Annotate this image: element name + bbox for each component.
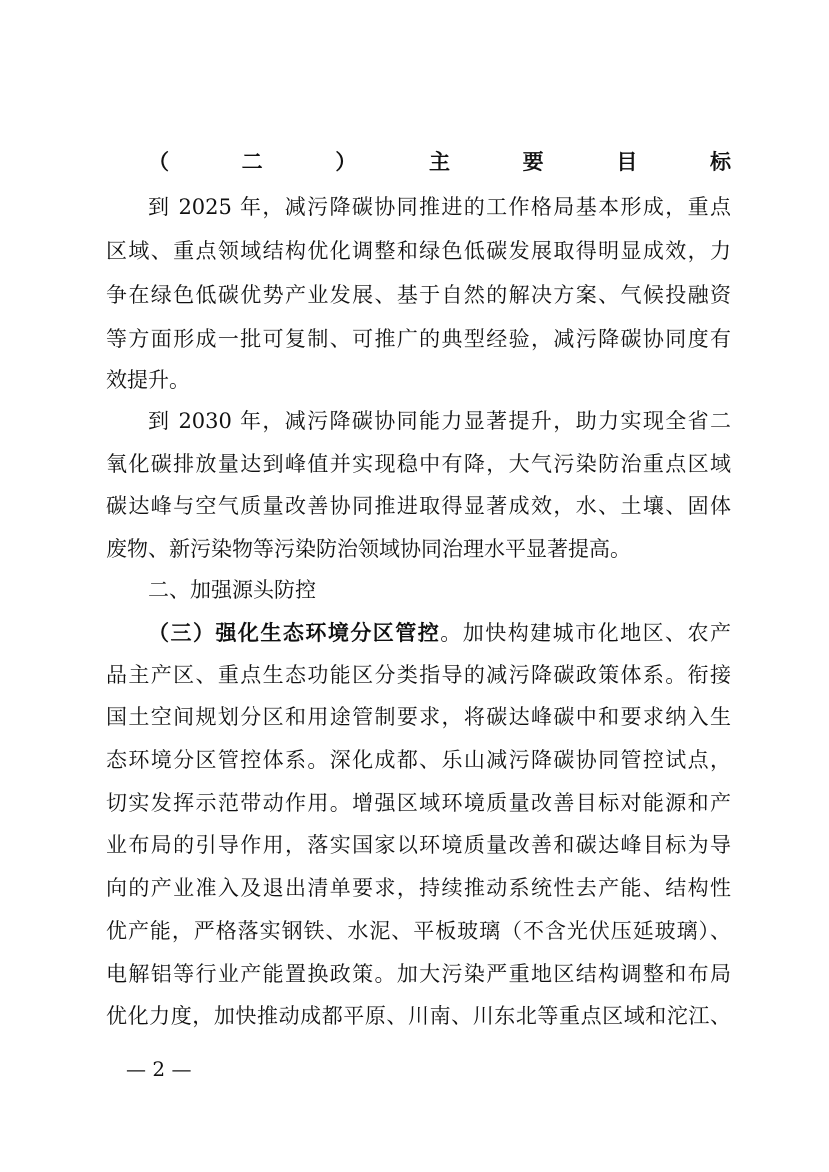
section-heading-main-goals: （二）主要目标 <box>148 149 731 174</box>
paragraph-line: 品主产区、重点生态功能区分类指导的减污降碳政策体系。衔接 <box>106 663 731 687</box>
paragraph-line: 区域、重点领域结构优化调整和绿色低碳发展取得明显成效，力 <box>106 239 731 263</box>
paragraph-line: 国土空间规划分区和用途管制要求，将碳达峰碳中和要求纳入生 <box>106 705 731 729</box>
paragraph-first-line <box>148 616 731 650</box>
paragraph-line: 氧化碳排放量达到峰值并实现稳中有降，大气污染防治重点区域 <box>106 452 731 476</box>
paragraph-line: 优产能，严格落实钢铁、水泥、平板玻璃（不含光伏压延玻璃）、 <box>106 919 731 943</box>
paragraph-line: 到 2025 年，减污降碳协同推进的工作格局基本形成，重点 <box>148 195 731 219</box>
paragraph-line: 态环境分区管控体系。深化成都、乐山减污降碳协同管控试点， <box>106 748 731 772</box>
page-number: — 2 — <box>126 1057 192 1081</box>
paragraph-first-line-text: 。加快构建城市化地区、农产 <box>440 621 731 645</box>
paragraph-line: 业布局的引导作用，落实国家以环境质量改善和碳达峰目标为导 <box>106 833 731 857</box>
paragraph-line: 到 2030 年，减污降碳协同能力显著提升，助力实现全省二 <box>148 409 731 433</box>
paragraph-line: 碳达峰与空气质量改善协同推进取得显著成效，水、土壤、固体 <box>106 494 731 518</box>
paragraph-line: 向的产业准入及退出清单要求，持续推动系统性去产能、结构性 <box>106 876 731 900</box>
paragraph-line: 电解铝等行业产能置换政策。加大污染严重地区结构调整和布局 <box>106 962 731 986</box>
paragraph-line: 切实发挥示范带动作用。增强区域环境质量改善目标对能源和产 <box>106 791 731 815</box>
paragraph-line: 优化力度，加快推动成都平原、川南、川东北等重点区域和沱江、 <box>106 1004 731 1028</box>
section-heading-source-control: 二、加强源头防控 <box>148 578 316 602</box>
paragraph-line: 等方面形成一批可复制、可推广的典型经验，减污降碳协同度有 <box>106 327 731 351</box>
paragraph-line: 效提升。 <box>106 368 190 392</box>
paragraph-line: 废物、新污染物等污染防治领域协同治理水平显著提高。 <box>106 537 631 561</box>
paragraph-line: 争在绿色低碳优势产业发展、基于自然的解决方案、气候投融资 <box>106 283 731 307</box>
subsection-heading-eco-zoning: （三）强化生态环境分区管控 <box>148 620 441 645</box>
